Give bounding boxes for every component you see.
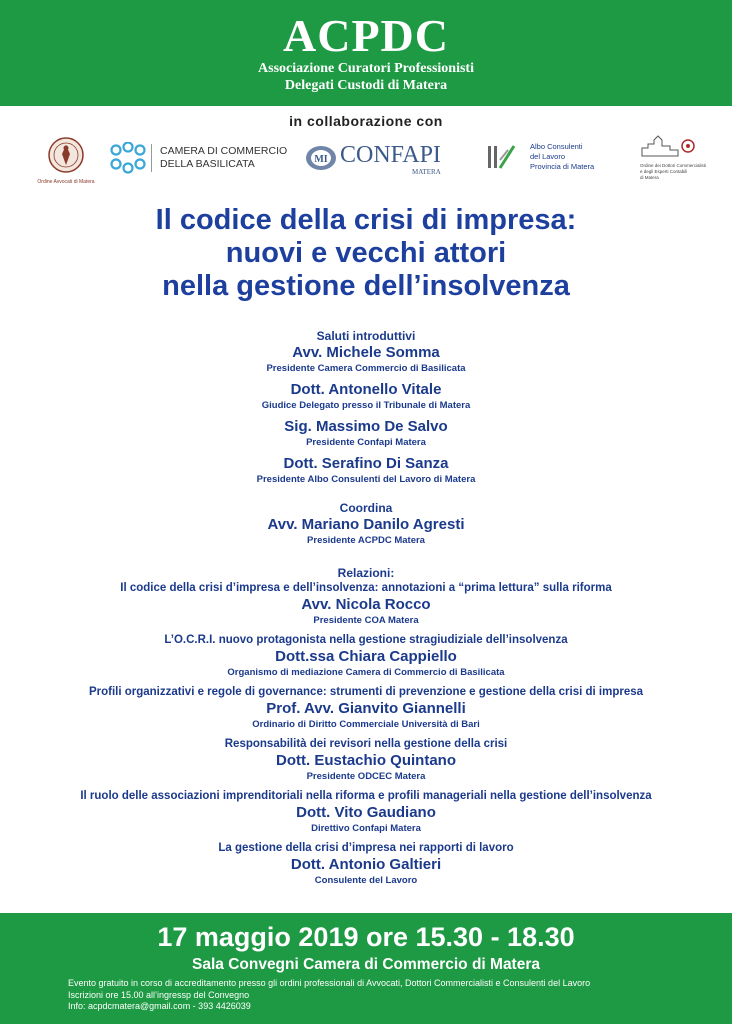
event-venue: Sala Convegni Camera di Commercio di Matera <box>192 956 540 973</box>
odcec-name-line1: Ordine dei Dottori Commercialisti <box>640 163 707 168</box>
talk-speaker-name: Dott. Vito Gaudiano <box>296 804 436 821</box>
camera-commercio-logo <box>108 142 288 182</box>
talk-speaker-role: Presidente ODCEC Matera <box>306 771 426 782</box>
confapi-logo <box>304 140 452 182</box>
talk-speaker-role: Direttivo Confapi Matera <box>311 823 421 834</box>
confapi-city: MATERA <box>412 168 441 176</box>
camera-divider <box>151 144 152 172</box>
moderator-role: Presidente ACPDC Matera <box>307 535 425 546</box>
header-banner <box>0 0 732 106</box>
speaker-role: Presidente Albo Consulenti del Lavoro di Matera <box>256 474 476 485</box>
albo-name-line3: Provincia di Matera <box>530 162 595 171</box>
talk-speaker-name: Dott. Eustachio Quintano <box>276 752 456 769</box>
talk-item <box>0 581 732 627</box>
odcec-name-line3: di Matera <box>640 175 659 180</box>
talk-speaker-role: Presidente COA Matera <box>313 615 419 626</box>
camera-name-line1: CAMERA DI COMMERCIO <box>160 145 288 157</box>
talk-topic: La gestione della crisi d’impresa nei rapporti di lavoro <box>218 842 514 854</box>
coordina-heading: Coordina <box>339 501 393 515</box>
odcec-name-line2: e degli Esperti Contabili <box>640 169 688 174</box>
speaker-name: Avv. Michele Somma <box>292 344 440 361</box>
talk-speaker-name: Dott.ssa Chiara Cappiello <box>275 648 457 665</box>
speaker-name: Sig. Massimo De Salvo <box>284 418 448 435</box>
talk-topic: L’O.C.R.I. nuovo protagonista nella gestione stragiudiziale dell’insolvenza <box>164 634 568 646</box>
speaker-role: Presidente Confapi Matera <box>306 437 426 448</box>
talk-speaker-name: Prof. Avv. Gianvito Giannelli <box>266 700 466 717</box>
talk-speaker-role: Organismo di mediazione Camera di Commercio di Basilicata <box>227 667 505 678</box>
talk-item <box>0 789 732 835</box>
association-name-line1: Associazione Curatori Professionisti <box>258 61 474 76</box>
camera-emblem-icon <box>108 142 148 174</box>
ordine-avvocati-logo <box>34 136 98 188</box>
event-info <box>68 978 590 1013</box>
talk-speaker-role: Consulente del Lavoro <box>314 875 418 886</box>
confapi-name: CONFAPI <box>340 142 441 168</box>
talk-speaker-role: Ordinario di Diritto Commerciale Università di Bari <box>252 719 480 730</box>
talk-topic: Profili organizzativi e regole di governance: strumenti di prevenzione e gestione della crisi di impresa <box>88 686 644 698</box>
talk-topic: Responsabilità dei revisori nella gestione della crisi <box>224 738 508 750</box>
talk-topic: Il ruolo delle associazioni imprenditoriali nella riforma e profili manageriali nella gestione dell’insolvenza <box>80 790 652 802</box>
speaker-name: Dott. Serafino Di Sanza <box>283 455 449 472</box>
collaboration-label: in collaborazione con <box>289 113 443 129</box>
albo-emblem-icon <box>486 142 516 172</box>
talk-speaker-name: Dott. Antonio Galtieri <box>290 856 442 873</box>
speaker-role: Presidente Camera Commercio di Basilicata <box>266 363 466 374</box>
footer-banner <box>0 913 732 1024</box>
camera-name-line2: DELLA BASILICATA <box>160 158 255 170</box>
relazioni-heading: Relazioni: <box>337 566 395 580</box>
talk-item <box>0 841 732 887</box>
talk-speaker-name: Avv. Nicola Rocco <box>301 596 431 613</box>
saluti-speaker <box>0 455 732 486</box>
albo-consulenti-logo <box>486 140 616 184</box>
saluti-speaker <box>0 418 732 449</box>
association-acronym: ACPDC <box>283 10 449 61</box>
info-accreditation: Evento gratuito in corso di accreditamento presso gli ordini professionali di Avvocati, Dottori Commercialisti e Consulenti del Lavoro <box>68 978 591 988</box>
title-line2: nuovi e vecchi attori <box>225 237 507 269</box>
albo-name-line1: Albo Consulenti <box>530 142 583 151</box>
partner-logos <box>0 134 732 190</box>
event-date: 17 maggio 2019 ore 15.30 - 18.30 <box>157 922 575 952</box>
seal-icon <box>47 136 85 174</box>
confapi-emblem-icon <box>304 144 338 172</box>
talk-item <box>0 633 732 679</box>
saluti-speaker <box>0 344 732 375</box>
ordine-avvocati-caption: Ordine Avvocati di Matera <box>37 179 95 185</box>
info-contact: Info: acpdcmatera@gmail.com - 393 4426039 <box>68 1001 251 1011</box>
title-line3: nella gestione dell’insolvenza <box>162 270 570 302</box>
city-skyline-icon <box>640 134 696 158</box>
saluti-heading: Saluti introduttivi <box>316 329 416 343</box>
title-line1: Il codice della crisi di impresa: <box>155 204 577 236</box>
moderator-name: Avv. Mariano Danilo Agresti <box>267 516 465 533</box>
talk-topic: Il codice della crisi d’impresa e dell’insolvenza: annotazioni a “prima lettura” sulla riforma <box>120 582 612 594</box>
association-name-line2: Delegati Custodi di Matera <box>284 78 448 93</box>
talk-item <box>0 685 732 731</box>
svg-text:MI: MI <box>314 154 328 165</box>
event-title <box>0 204 732 303</box>
talk-item <box>0 737 732 783</box>
odcec-logo <box>640 134 720 188</box>
albo-name-line2: del Lavoro <box>530 152 566 161</box>
info-registration: Iscrizioni ore 15.00 all’ingressp del Convegno <box>68 989 250 1000</box>
saluti-speaker <box>0 381 732 412</box>
program <box>0 328 732 887</box>
speaker-name: Dott. Antonello Vitale <box>290 381 442 398</box>
speaker-role: Giudice Delegato presso il Tribunale di Matera <box>261 400 471 411</box>
